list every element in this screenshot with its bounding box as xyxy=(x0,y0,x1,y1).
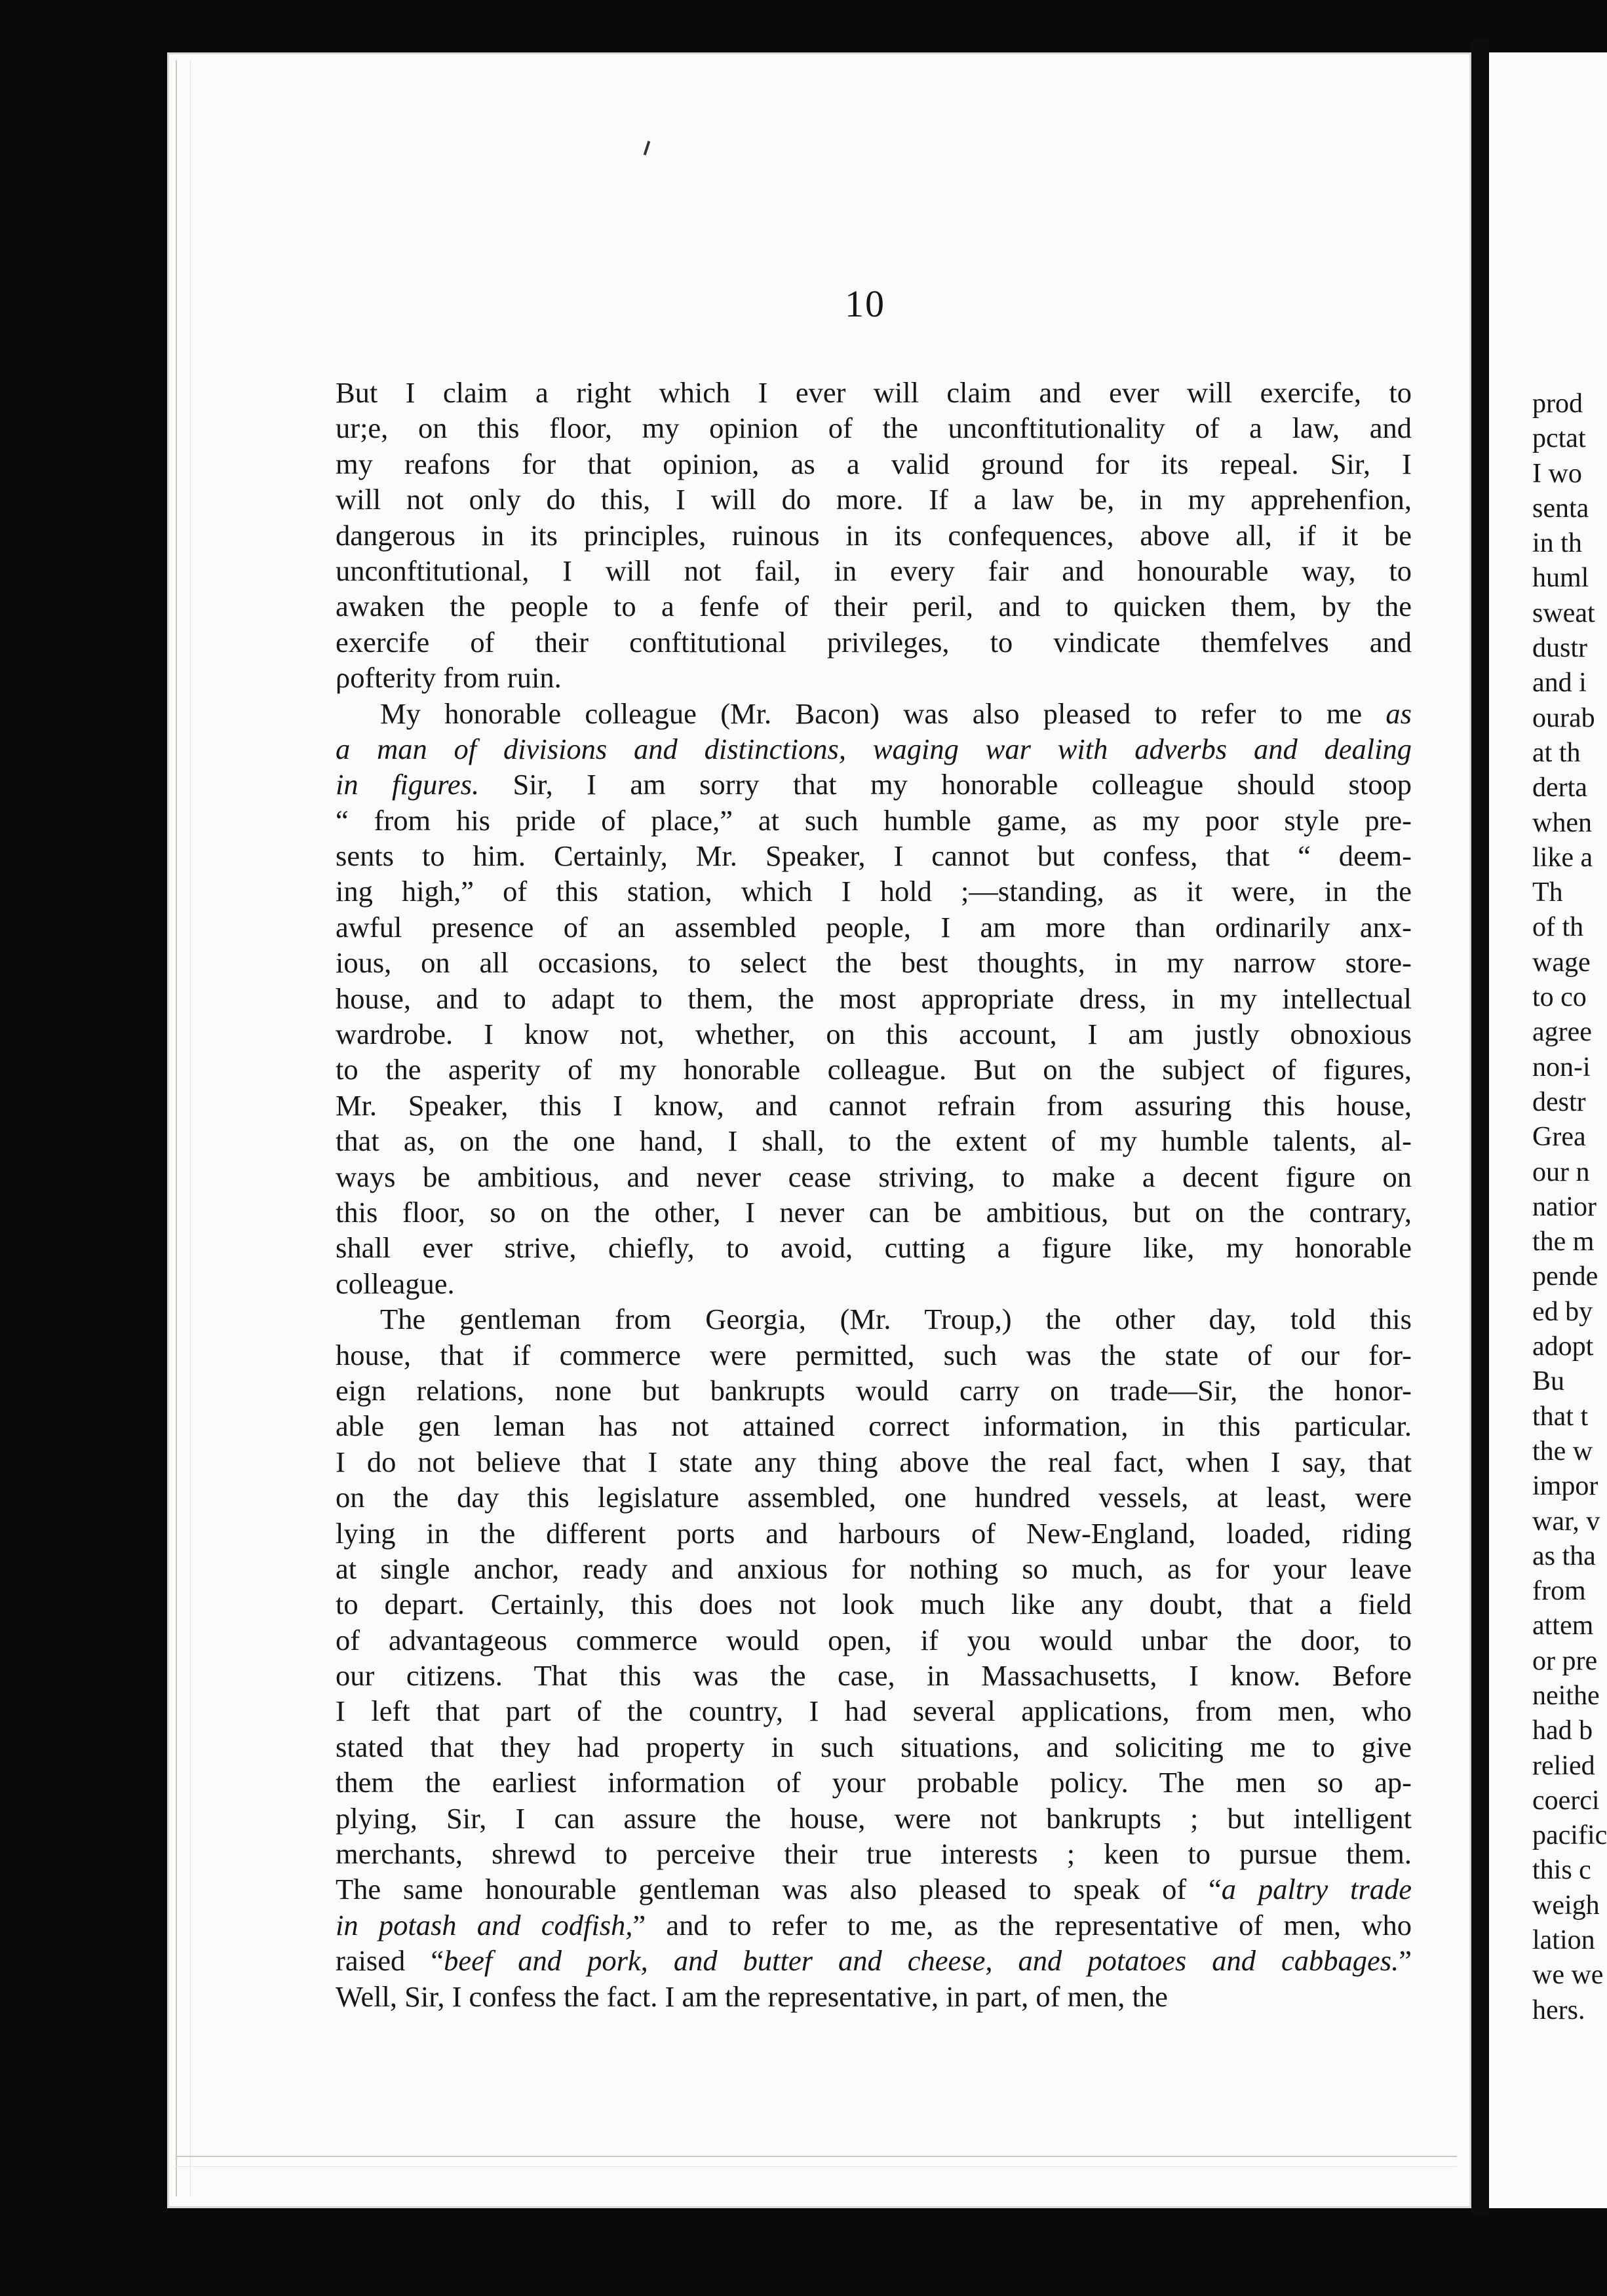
text-line xyxy=(336,1195,1412,1230)
text-run: able gen leman has not attained correct information, in this particular. xyxy=(336,1409,1412,1443)
text-line xyxy=(336,1266,1412,1301)
text-run: The same honourable gentleman was also pleased to speak of “ xyxy=(336,1873,1222,1906)
adjacent-line: lation xyxy=(1532,1925,1595,1956)
adjacent-line: destr xyxy=(1532,1086,1586,1117)
text-line xyxy=(336,1943,1412,1978)
text-run: on the day this legislature assembled, one hundred vessels, at least, were xyxy=(336,1481,1412,1514)
text-line xyxy=(336,1444,1412,1480)
text-run: My honorable colleague (Mr. Bacon) was also pleased to refer to me xyxy=(380,697,1386,730)
adjacent-line: coerci xyxy=(1532,1785,1600,1816)
text-line xyxy=(336,1836,1412,1871)
text-line xyxy=(336,1123,1412,1158)
text-run: this floor, so on the other, I never can be ambitious, but on the contrary, xyxy=(336,1195,1412,1229)
book-gutter xyxy=(1471,39,1489,2215)
text-run: house, and to adapt to them, the most appropriate dress, in my intellectual xyxy=(336,982,1412,1015)
text-run: Mr. Speaker, this I know, and cannot refrain from assuring this house, xyxy=(336,1088,1412,1122)
text-run: stated that they had property in such situations, and soliciting me to give xyxy=(336,1730,1412,1763)
text-run: dangerous in its principles, ruinous in its confequences, above all, if it be xyxy=(336,518,1412,552)
text-line xyxy=(336,731,1412,767)
text-line xyxy=(336,660,1412,695)
text-line xyxy=(336,838,1412,873)
text-run: ρofterity from ruin. xyxy=(336,661,562,695)
text-run: Well, Sir, I confess the fact. I am the representative, in part, of men, the xyxy=(336,1980,1168,2013)
adjacent-line: at th xyxy=(1532,737,1581,768)
text-line xyxy=(336,1408,1412,1444)
text-run: to depart. Certainly, this does not look much like any doubt, that a field xyxy=(336,1588,1412,1621)
text-line xyxy=(336,1801,1412,1836)
text-run: ur;e, on this floor, my opinion of the unconftitutionality of a law, and xyxy=(336,411,1412,445)
adjacent-line: wage xyxy=(1532,947,1591,978)
text-line xyxy=(336,1159,1412,1195)
text-line xyxy=(336,945,1412,980)
italic-phrase: a man of divisions and distinctions, waging war with adverbs and dealing xyxy=(336,732,1412,765)
adjacent-line: weigh xyxy=(1532,1890,1600,1921)
text-run: sents to him. Certainly, Mr. Speaker, I cannot but confess, that “ deem- xyxy=(336,839,1412,873)
text-line xyxy=(336,1871,1412,1907)
adjacent-line: pende xyxy=(1532,1261,1598,1292)
text-run: ing high,” of this station, which I hold ;—standing, as it were, in the xyxy=(336,875,1412,908)
page-edge-left xyxy=(176,60,191,2196)
adjacent-page-text xyxy=(1532,387,1607,2028)
adjacent-line: war, v xyxy=(1532,1506,1600,1537)
text-line xyxy=(336,1693,1412,1729)
text-run: ways be ambitious, and never cease striving, to make a decent figure on xyxy=(336,1160,1412,1193)
text-line xyxy=(336,767,1412,802)
text-line xyxy=(336,873,1412,909)
text-line xyxy=(336,375,1412,410)
text-line xyxy=(336,803,1412,838)
text-run: I left that part of the country, I had several applications, from men, who xyxy=(336,1694,1412,1728)
adjacent-line: prod xyxy=(1532,389,1583,419)
adjacent-line: Th xyxy=(1532,877,1563,908)
adjacent-line: of th xyxy=(1532,912,1584,943)
italic-phrase: beef and pork, and butter and cheese, and potatoes and cabbages. xyxy=(444,1944,1399,1978)
adjacent-line: derta xyxy=(1532,773,1587,803)
adjacent-line: like a xyxy=(1532,842,1593,873)
adjacent-line: non-i xyxy=(1532,1052,1591,1082)
adjacent-line: senta xyxy=(1532,493,1589,524)
text-line xyxy=(336,1230,1412,1265)
text-line xyxy=(336,553,1412,588)
adjacent-line: sweat xyxy=(1532,598,1595,628)
text-run: house, that if commerce were permitted, such was the state of our for- xyxy=(336,1338,1412,1371)
text-run: colleague. xyxy=(336,1267,455,1300)
adjacent-line: huml xyxy=(1532,563,1589,594)
adjacent-line: or pre xyxy=(1532,1645,1598,1676)
adjacent-line: the w xyxy=(1532,1436,1593,1466)
italic-phrase: in potash and codfish, xyxy=(336,1908,633,1942)
text-line xyxy=(336,1516,1412,1551)
text-line xyxy=(336,1729,1412,1765)
adjacent-line: and i xyxy=(1532,668,1587,698)
adjacent-line: ourab xyxy=(1532,702,1595,733)
text-line xyxy=(336,624,1412,660)
text-run: merchants, shrewd to perceive their true interests ; keen to pursue them. xyxy=(336,1837,1412,1871)
adjacent-line: that t xyxy=(1532,1401,1589,1432)
text-line xyxy=(336,446,1412,482)
text-run: ” xyxy=(1399,1944,1412,1978)
text-run: lying in the different ports and harbours of New-England, loaded, riding xyxy=(336,1516,1412,1550)
adjacent-line: we we xyxy=(1532,1960,1604,1991)
text-run: But I claim a right which I ever will claim and ever will exercife, to xyxy=(336,376,1412,409)
italic-phrase: a paltry trade xyxy=(1221,1873,1412,1906)
text-line xyxy=(336,1480,1412,1515)
text-run: them the earliest information of your probable policy. The men so ap- xyxy=(336,1766,1412,1799)
text-line xyxy=(336,1658,1412,1693)
adjacent-line: Grea xyxy=(1532,1122,1586,1153)
text-line xyxy=(336,1979,1412,2014)
text-run: wardrobe. I know not, whether, on this account, I am justly obnoxious xyxy=(336,1018,1412,1051)
text-line xyxy=(336,1765,1412,1800)
text-line xyxy=(336,1551,1412,1586)
text-run: that as, on the one hand, I shall, to the extent of my humble talents, al- xyxy=(336,1124,1412,1158)
text-line xyxy=(336,1052,1412,1087)
page-edge-bottom xyxy=(176,2156,1457,2167)
text-run: Sir, I am sorry that my honorable colleague should stoop xyxy=(479,768,1412,801)
adjacent-line: pacific xyxy=(1532,1820,1607,1851)
adjacent-line: natior xyxy=(1532,1191,1597,1222)
text-line xyxy=(336,1622,1412,1658)
text-run: of advantageous commerce would open, if you would unbar the door, to xyxy=(336,1623,1412,1656)
adjacent-line: had b xyxy=(1532,1715,1593,1746)
text-line xyxy=(336,909,1412,945)
adjacent-line: impor xyxy=(1532,1471,1598,1502)
text-line xyxy=(336,588,1412,624)
text-line xyxy=(336,1586,1412,1622)
text-run: awaken the people to a fenfe of their peril, and to quicken them, by the xyxy=(336,590,1412,623)
italic-phrase: as xyxy=(1385,697,1412,730)
text-run: our citizens. That this was the case, in Massachusetts, I know. Before xyxy=(336,1659,1412,1693)
adjacent-line: adopt xyxy=(1532,1331,1594,1362)
page-number: 10 xyxy=(845,282,885,325)
text-line xyxy=(336,1337,1412,1373)
text-run: “ from his pride of place,” at such humble game, as my poor style pre- xyxy=(336,803,1412,837)
text-line xyxy=(336,410,1412,446)
adjacent-line: our n xyxy=(1532,1157,1590,1187)
text-line xyxy=(336,1301,1412,1337)
adjacent-line: in th xyxy=(1532,528,1582,559)
text-line xyxy=(336,1016,1412,1052)
text-line xyxy=(336,696,1412,731)
text-run: shall ever strive, chiefly, to avoid, cutting a figure like, my honorable xyxy=(336,1231,1412,1265)
text-run: exercife of their conftitutional privileges, to vindicate themfelves and xyxy=(336,625,1412,659)
adjacent-line: hers. xyxy=(1532,1995,1585,2025)
text-run: plying, Sir, I can assure the house, were not bankrupts ; but intelligent xyxy=(336,1801,1412,1835)
adjacent-line: I wo xyxy=(1532,458,1582,489)
adjacent-line: when xyxy=(1532,807,1592,838)
adjacent-line: relied xyxy=(1532,1750,1595,1781)
text-line xyxy=(336,1088,1412,1123)
text-run: awful presence of an assembled people, I am more than ordinarily anx- xyxy=(336,910,1412,944)
adjacent-line: attem xyxy=(1532,1611,1594,1641)
text-run: at single anchor, ready and anxious for nothing so much, as for your leave xyxy=(336,1552,1412,1585)
adjacent-line: pctat xyxy=(1532,423,1586,454)
adjacent-line: neithe xyxy=(1532,1680,1600,1711)
adjacent-line: as tha xyxy=(1532,1540,1596,1571)
body-text xyxy=(336,375,1412,2014)
text-run: eign relations, none but bankrupts would carry on trade—Sir, the honor- xyxy=(336,1373,1412,1407)
adjacent-line: the m xyxy=(1532,1227,1595,1257)
text-run: to the asperity of my honorable colleague. But on the subject of figures, xyxy=(336,1053,1412,1086)
adjacent-line: agree xyxy=(1532,1017,1592,1048)
text-run: my reafons for that opinion, as a valid ground for its repeal. Sir, I xyxy=(336,447,1412,480)
text-line xyxy=(336,981,1412,1016)
adjacent-line: dustr xyxy=(1532,633,1587,664)
adjacent-line: from xyxy=(1532,1576,1586,1607)
text-run: unconftitutional, I will not fail, in every fair and honourable way, to xyxy=(336,554,1412,587)
text-run: will not only do this, I will do more. If a law be, in my apprehenfion, xyxy=(336,483,1412,516)
text-line xyxy=(336,518,1412,553)
text-run: I do not believe that I state any thing above the real fact, when I say, that xyxy=(336,1445,1412,1478)
adjacent-line: ed by xyxy=(1532,1296,1593,1327)
italic-phrase: in figures. xyxy=(336,768,480,801)
text-run: The gentleman from Georgia, (Mr. Troup,) the other day, told this xyxy=(380,1303,1412,1336)
text-line xyxy=(336,1907,1412,1943)
text-run: raised “ xyxy=(336,1944,444,1978)
adjacent-line: Bu xyxy=(1532,1366,1565,1397)
adjacent-line: to co xyxy=(1532,982,1587,1013)
adjacent-line: this c xyxy=(1532,1855,1591,1886)
text-line xyxy=(336,482,1412,517)
text-run: ious, on all occasions, to select the best thoughts, in my narrow store- xyxy=(336,946,1412,980)
text-line xyxy=(336,1373,1412,1408)
text-run: ” and to refer to me, as the representative of men, who xyxy=(632,1908,1412,1942)
